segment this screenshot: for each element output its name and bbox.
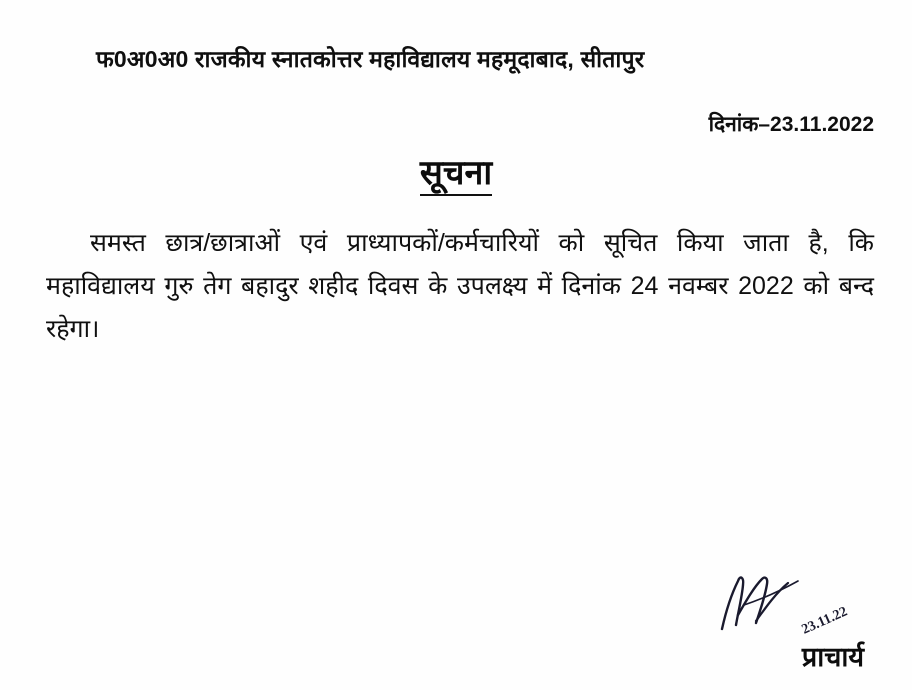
notice-title — [0, 148, 912, 194]
notice-body-paragraph: समस्त छात्र/छात्राओं एवं प्राध्यापकों/कर्मचारियों को सूचित किया जाता है, कि महाविद्यालय गुरु तेग बहादुर शहीद दिवस के उपलक्ष्य में दिनांक 24 नवम्बर 2022 को बन्द रहेगा। — [46, 229, 874, 343]
document-date: दिनांक–23.11.2022 — [708, 113, 874, 136]
signature-block — [648, 567, 868, 674]
college-name-heading: फ0अ0अ0 राजकीय स्नातकोत्तर महाविद्यालय महमूदाबाद, सीतापुर — [96, 46, 645, 72]
notice-title-text: सूचना — [420, 154, 492, 196]
handwritten-signature — [648, 567, 868, 637]
principal-designation-label: प्राचार्य — [801, 642, 864, 672]
notice-body — [46, 222, 874, 351]
signature-date-text: 23.11.22 — [799, 604, 850, 638]
